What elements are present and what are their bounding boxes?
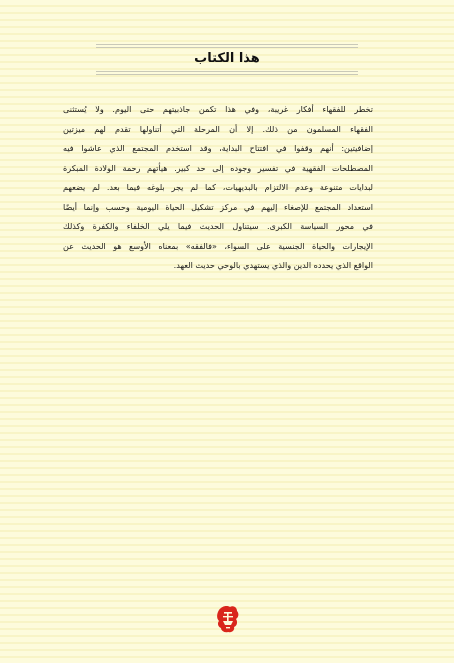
paragraph-line: الإيجارات والحياة الجنسية على السواء، «فالفقه» بمعناه الأوسع هو الحديث عن (63, 240, 373, 251)
paragraph-line: الواقع الذي يحدده الدين والذي يستهدي بالوحي حديث العهد. (173, 260, 373, 270)
paragraph-line: لبدايات متنوعة وعدم الالتزام بالبديهيات، كما لم يجر بلوغه فيما بعد. لم يضعهم (63, 182, 373, 192)
paragraph-line: الفقهاء المسلمون من ذلك. إلا أن المرحلة التي أتناولها تقدم لهم ميزتين (63, 123, 373, 134)
header-rule-top (96, 44, 358, 45)
paragraph-line: المصطلحات الفقهية في تفسير وجوده إلى حد كبير. هيأتهم رحمة الولادة المبكرة (63, 162, 373, 173)
description-paragraph (63, 100, 373, 276)
header-rule-bottom (96, 74, 358, 75)
paragraph-line: في محور السياسة الكبرى. سيتناول الحديث فيما يلي الخلفاء والكفرة وكذلك (63, 221, 373, 231)
paragraph-line: تخطر للفقهاء أفكار غريبة، وفي هذا تكمن جاذبيتهم حتى اليوم. ولا يُستثنى (63, 104, 373, 114)
paragraph-line: إضافيتين: أنهم وقفوا في افتتاح البداية، وقد استخدم المجتمع الذي عاشوا فيه (63, 143, 373, 153)
page-title: هذا الكتاب (194, 51, 260, 66)
publisher-logo-icon (215, 604, 241, 634)
paragraph-line: استعداد المجتمع للإصغاء إليهم في مركز تشكيل الحياة اليومية وحسب وإنما أيضًا (63, 201, 373, 212)
header-rule-top-inner (96, 47, 358, 48)
header-rule-bottom-inner (96, 71, 358, 72)
